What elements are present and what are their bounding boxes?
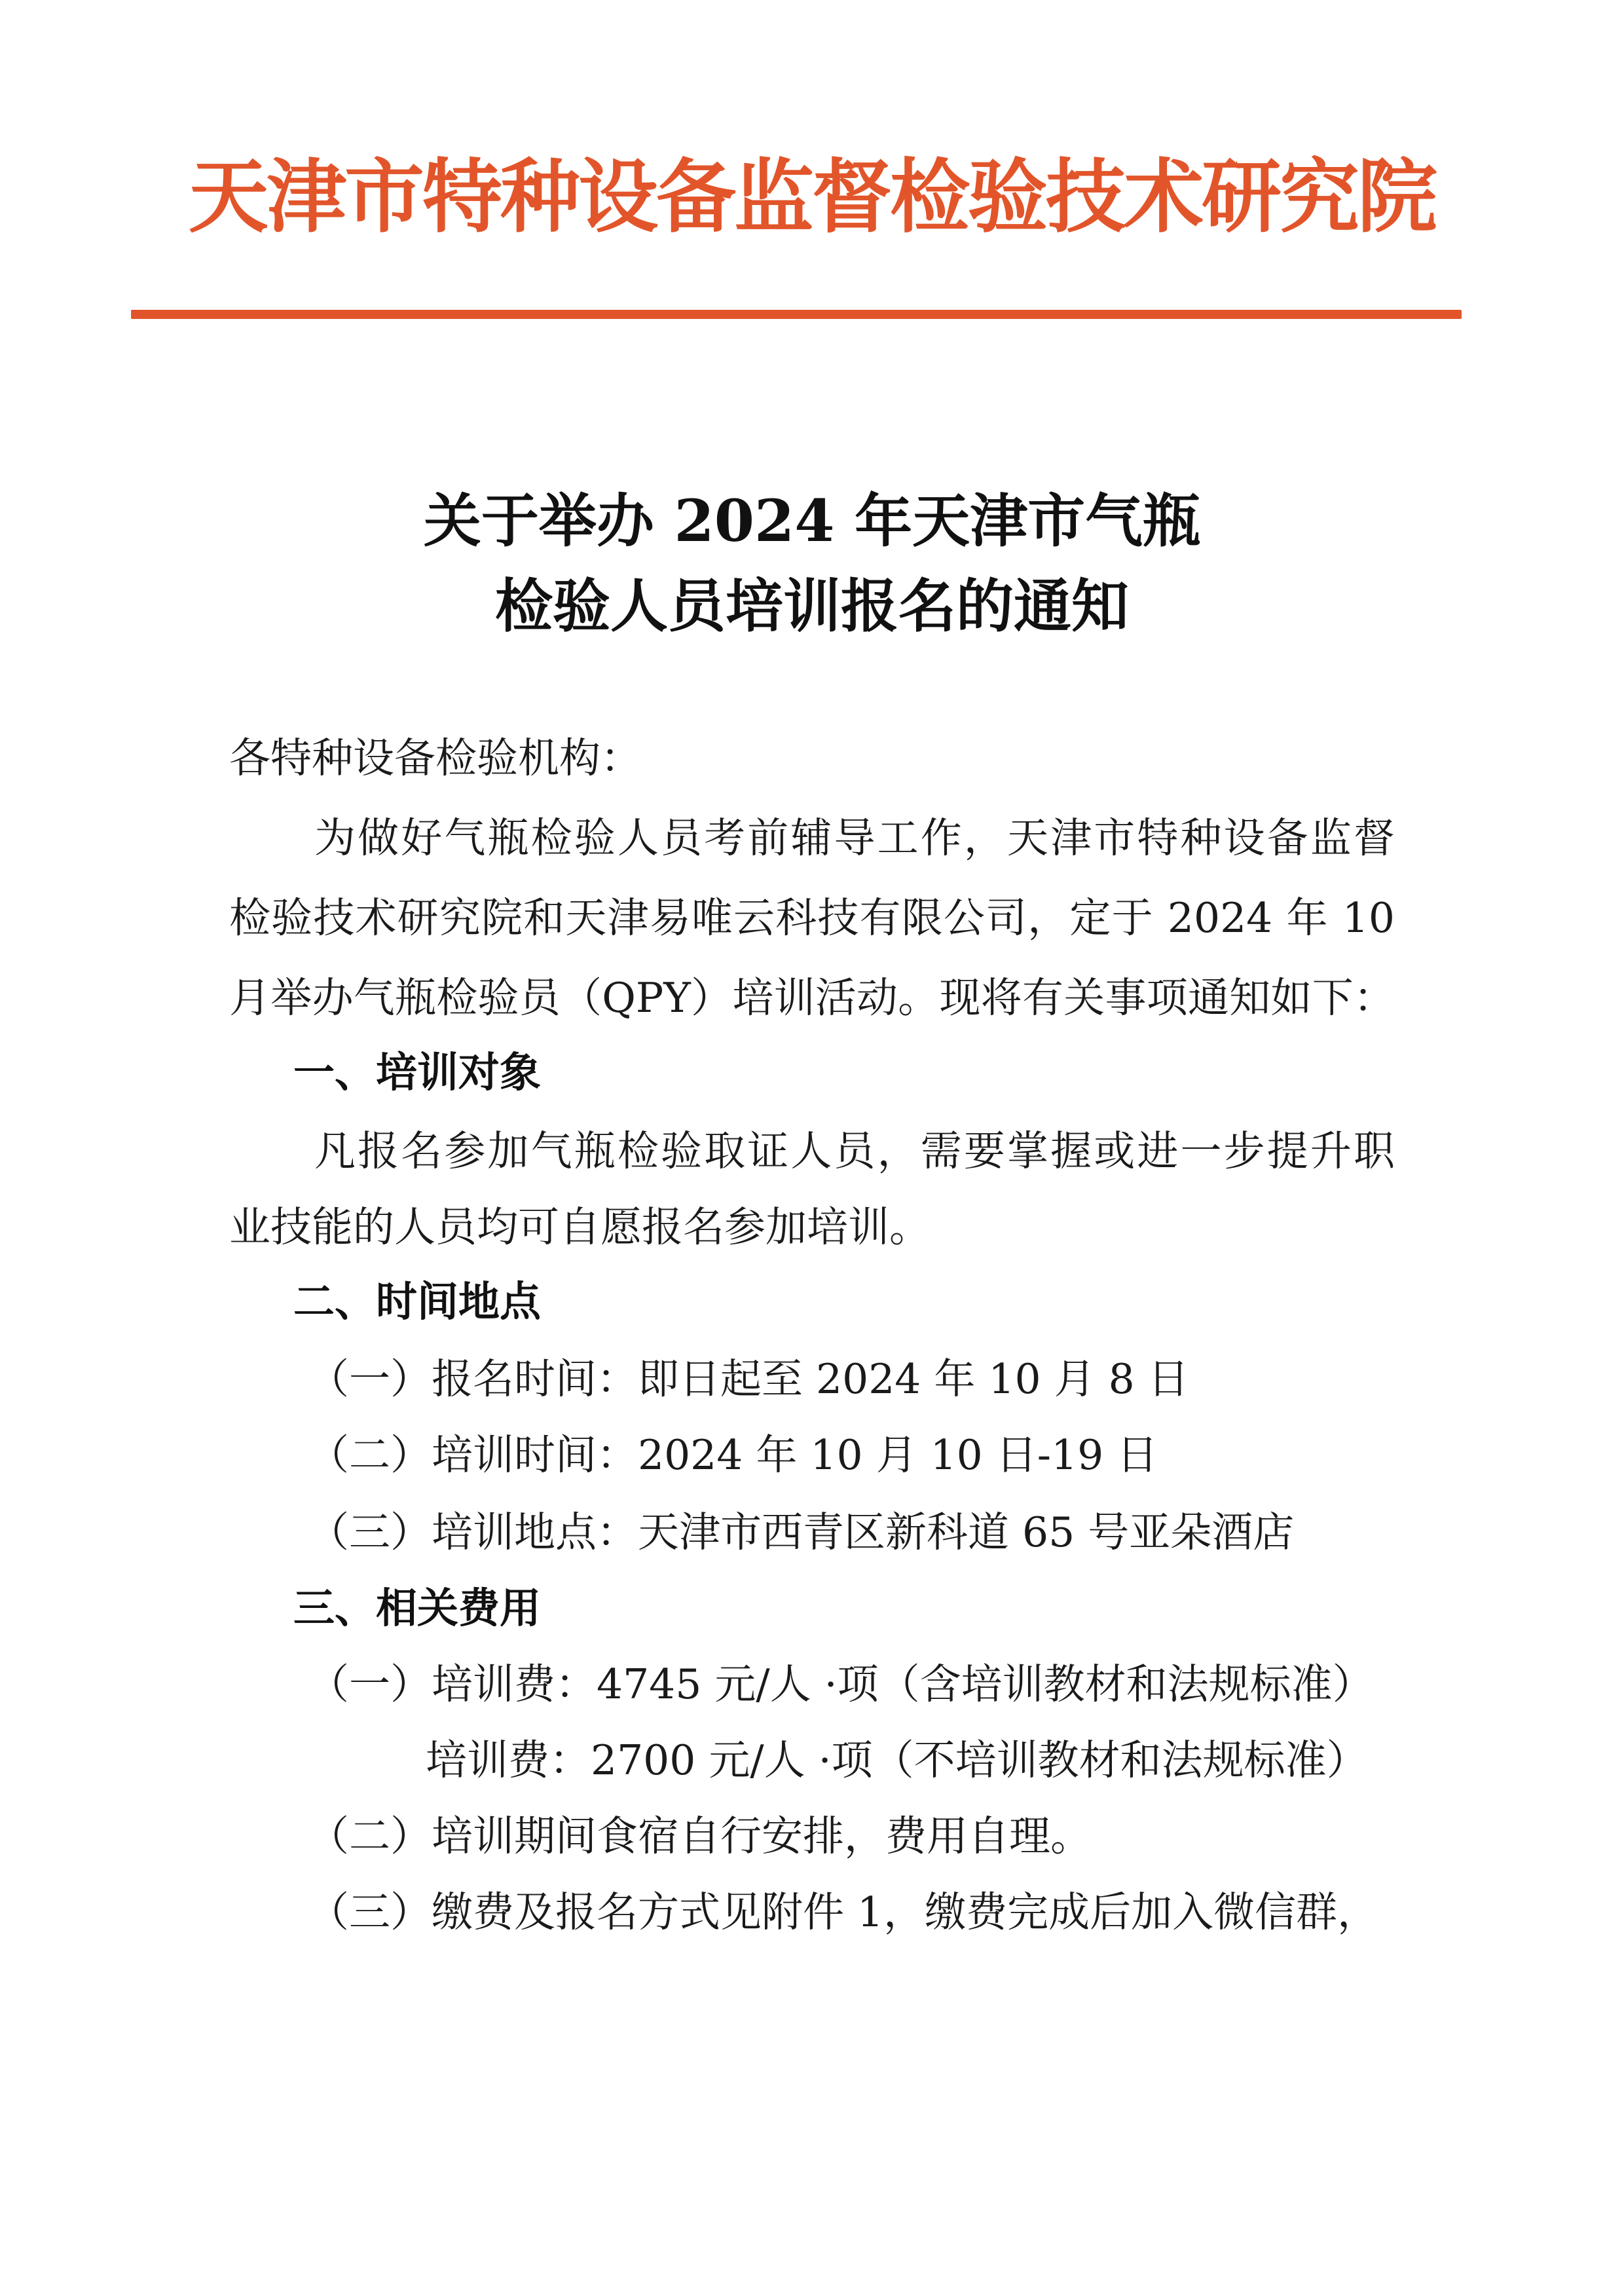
section2-item-1: （一）报名时间：即日起至 2024 年 10 月 8 日 — [308, 1355, 1189, 1403]
org-letterhead: 天津市特种设备监督检验技术研究院 — [189, 149, 1435, 244]
section1-line-1: 凡报名参加气瓶检验取证人员，需要掌握或进一步提升职 — [314, 1127, 1395, 1175]
notice-title-line-1: 关于举办 2024 年天津市气瓶 — [423, 487, 1201, 555]
section2-item-2: （二）培训时间：2024 年 10 月 10 日-19 日 — [308, 1431, 1158, 1479]
section-heading-3: 三、相关费用 — [293, 1584, 541, 1632]
section3-item-3: （三）缴费及报名方式见附件 1，缴费完成后加入微信群， — [308, 1888, 1379, 1936]
intro-line-3: 月举办气瓶检验员（QPY）培训活动。现将有关事项通知如下： — [229, 974, 1395, 1022]
intro-line-1: 为做好气瓶检验人员考前辅导工作，天津市特种设备监督 — [314, 814, 1395, 862]
intro-line-2: 检验技术研究院和天津易唯云科技有限公司，定于 2024 年 10 — [229, 894, 1395, 942]
salutation: 各特种设备检验机构： — [229, 734, 642, 782]
section1-line-2: 业技能的人员均可自愿报名参加培训。 — [229, 1203, 931, 1251]
section3-item-2: （二）培训期间食宿自行安排，费用自理。 — [308, 1812, 1092, 1860]
notice-title-line-2: 检验人员培训报名的通知 — [494, 572, 1129, 640]
section2-item-3: （三）培训地点：天津市西青区新科道 65 号亚朵酒店 — [308, 1508, 1295, 1556]
letterhead-divider — [131, 310, 1462, 319]
section-heading-2: 二、时间地点 — [293, 1278, 541, 1326]
section3-item-1: （一）培训费：4745 元/人 ·项（含培训教材和法规标准） — [308, 1660, 1374, 1708]
section-heading-1: 一、培训对象 — [293, 1049, 541, 1096]
section3-item-1b: 培训费：2700 元/人 ·项（不培训教材和法规标准） — [426, 1736, 1368, 1784]
